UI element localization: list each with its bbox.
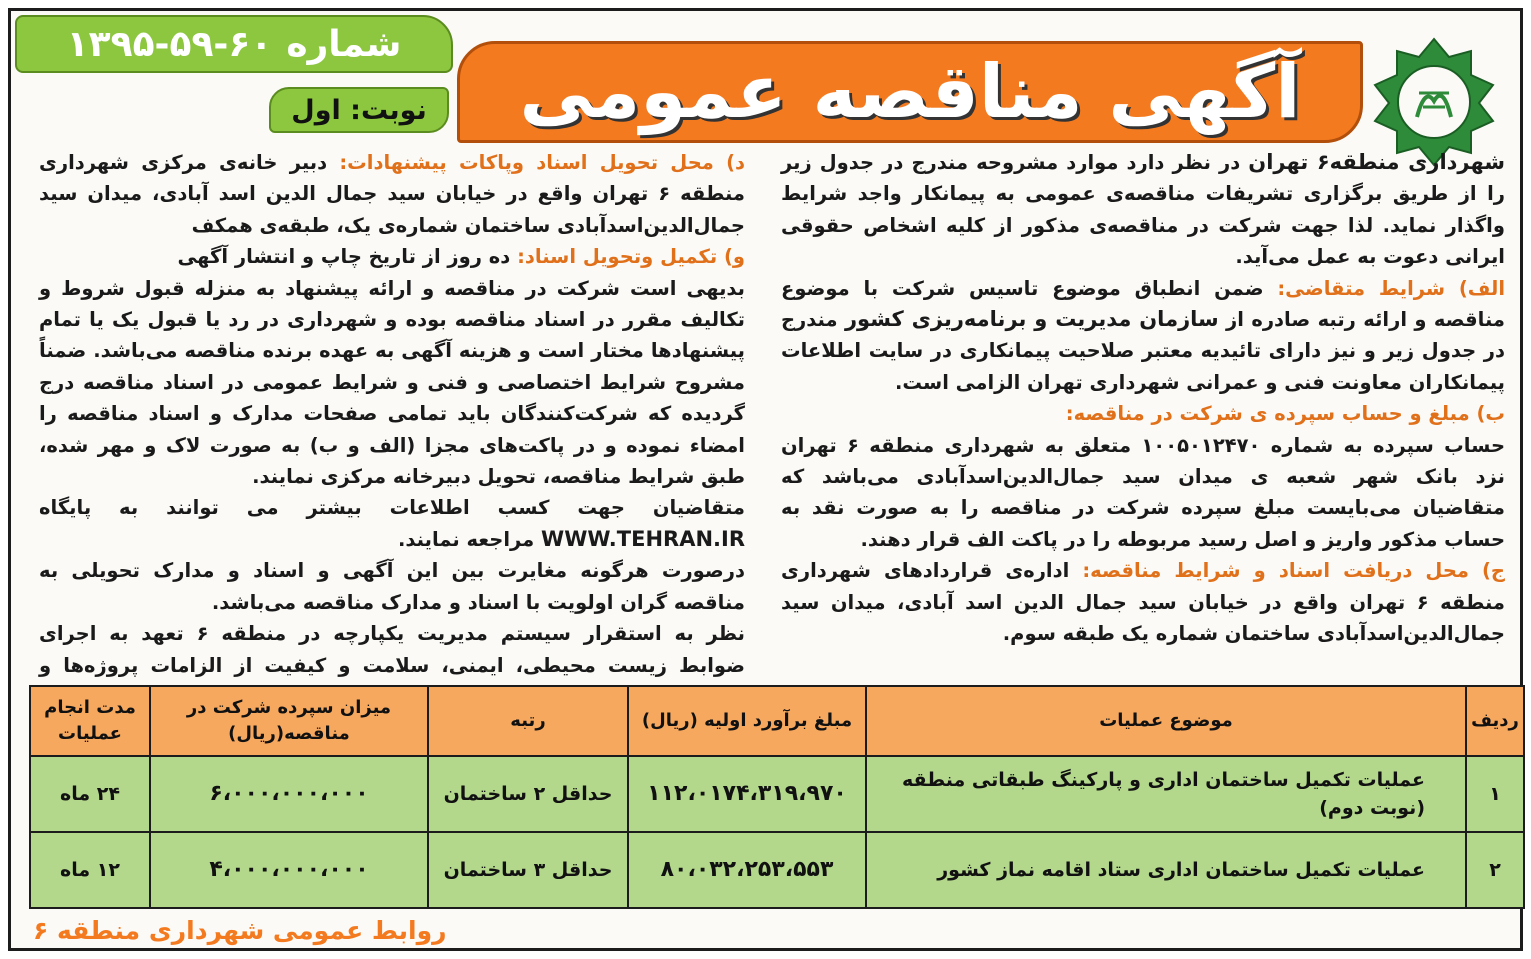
- round-badge: نوبت: اول: [269, 87, 449, 133]
- section-alef-heading: الف) شرایط متقاضی:: [1277, 276, 1506, 300]
- cell-duration: ۲۴ ماه: [30, 756, 150, 832]
- notice-number-value: ۱۳۹۵-۵۹-۶۰: [66, 23, 273, 65]
- section-alef-organization: سازمان مدیریت و برنامه‌ریزی کشور: [844, 307, 1219, 332]
- left-column: [39, 147, 745, 712]
- cell-deposit: ۴،۰۰۰،۰۰۰،۰۰۰: [150, 832, 428, 908]
- cell-deposit: ۶،۰۰۰،۰۰۰،۰۰۰: [150, 756, 428, 832]
- table-row: [30, 756, 1524, 832]
- operations-table: [29, 685, 1525, 909]
- conditions-paragraph: بدیهی است شرکت در مناقصه و ارائه پیشنهاد به منزله قبول شروط و تکالیف مقرر در اسناد مناقصه بوده و شهرداری در رد یا قبول یک یا تمام پیشنهادها مختار است و هزینه آگهی به عهده برنده مناقصه می‌باشد. ضمناً مشروح شرایط اختصاصی و فنی و شرایط عمومی در اسناد مناقصه درج گردیده که شرکت‌کنندگان باید تمامی صفحات مدارک و اسناد مناقصه را امضاء نموده و در پاکت‌های مجزا (الف و ب) به صورت لاک و مهر شده، طبق شرایط مناقصه، تحویل دبیرخانه مرکزی نمایند.: [39, 276, 745, 489]
- notice-number-label: شماره: [286, 23, 402, 65]
- header-estimate: مبلغ برآورد اولیه (ریال): [628, 686, 866, 756]
- section-jim: [781, 555, 1505, 649]
- cell-duration: ۱۲ ماه: [30, 832, 150, 908]
- section-alef-text-2: مندرج در جدول زیر و نیز دارای تائیدیه معتبر صلاحیت پیمانکاری در سایت اطلاعات پیمانکاران معاونت فنی و عمرانی شهرداری تهران الزامی است.: [781, 308, 1505, 394]
- section-dal: [39, 147, 745, 241]
- tender-notice: [8, 8, 1523, 951]
- info-text-a: متقاضیان جهت کسب اطلاعات بیشتر می توانند به پایگاه: [39, 496, 745, 520]
- priority-paragraph: درصورت هرگونه مغایرت بین این آگهی و اسناد و مدارک تحویلی به مناقصه گران اولویت با اسناد و مدارک مناقصه می‌باشد.: [39, 559, 745, 614]
- cell-grade: حداقل ۳ ساختمان: [428, 832, 628, 908]
- public-relations-footer: روابط عمومی شهرداری منطقه ۶: [33, 916, 447, 945]
- cell-estimate: ۱۱۲،۰۱۷۴،۳۱۹،۹۷۰: [628, 756, 866, 832]
- header-row-number: ردیف: [1466, 686, 1524, 756]
- section-alef: [781, 273, 1505, 399]
- municipality-name: شهرداری منطقه۶ تهران: [1248, 150, 1505, 174]
- section-be-heading: ب) مبلغ و حساب سپرده‌ ی شرکت در مناقصه:: [1065, 402, 1505, 426]
- header-grade: رتبه: [428, 686, 628, 756]
- intro-paragraph: [781, 147, 1505, 273]
- section-dal-text: دبیر خانه‌ی مرکزی شهرداری منطقه ۶ تهران واقع در خیابان سید جمال الدین اسد آبادی، میدان سید جمال‌الدین‌اسدآبادی ساختمان شماره‌ی یک، طبقه‌ی همکف: [39, 151, 745, 237]
- cell-estimate: ۸۰،۰۳۲،۲۵۳،۵۵۳: [628, 832, 866, 908]
- cell-row-number: ۲: [1466, 832, 1524, 908]
- cell-subject: عملیات تکمیل ساختمان اداری ستاد اقامه نماز کشور: [866, 832, 1466, 908]
- info-text-b: مراجعه نمایند.: [398, 527, 542, 551]
- section-vav-text: ده روز از تاریخ چاپ و انتشار آگهی: [177, 245, 518, 269]
- notice-title: آگهی مناقصه عمومی: [457, 41, 1363, 143]
- table-row: [30, 832, 1524, 908]
- section-be: [781, 398, 1505, 429]
- section-be-text: حساب سپرده به شماره ۱۰۰۵۰۱۲۴۷۰ متعلق به شهرداری منطقه ۶ تهران نزد بانک شهر شعبه ی میدان سید جمال‌الدین‌اسدآبادی می‌باشد که متقاضیان می‌بایست مبلغ سپرده شرکت در مناقصه را به صورت نقد به حساب مذکور واریز و اصل رسید مربوطه را در پاکت الف قرار دهند.: [781, 433, 1505, 551]
- section-vav-heading: و) تکمیل وتحویل اسناد:: [517, 245, 745, 269]
- intro-text: در نظر دارد موارد مشروحه مندرج در جدول زیر را از طریق برگزاری تشریفات مناقصه‌ی عمومی به پیمانکار واجد شرایط واگذار نماید. لذا جهت شرکت در مناقصه‌ی مذکور از کلیه اشخاص حقوقی ایرانی دعوت به عمل می‌آید.: [781, 151, 1505, 269]
- cell-row-number: ۱: [1466, 756, 1524, 832]
- cell-grade: حداقل ۲ ساختمان: [428, 756, 628, 832]
- section-jim-heading: ج) محل دریافت اسناد و شرایط مناقصه:: [1082, 559, 1505, 583]
- cell-subject: عملیات تکمیل ساختمان اداری و پارکینگ طبقاتی منطقه (نوبت دوم): [866, 756, 1466, 832]
- info-paragraph: [39, 492, 745, 555]
- website-link[interactable]: WWW.TEHRAN.IR: [541, 526, 745, 551]
- header-deposit: میزان سپرده شرکت در مناقصه(ریال): [150, 686, 428, 756]
- management-paragraph: نظر به استقرار سیستم مدیریت یکپارچه در منطقه ۶ تعهد به اجرای ضوابط زیست محیطی، ایمنی، سلامت و کیفیت از الزامات پروژه‌ها و: [39, 622, 745, 677]
- notice-number-banner: [15, 15, 453, 73]
- section-vav: [39, 241, 745, 272]
- header-duration: مدت انجام عملیات: [30, 686, 150, 756]
- section-jim-text: اداره‌ی قراردادهای شهرداری منطقه ۶ تهران واقع در خیابان سید جمال الدین اسد آبادی، میدان سید جمال‌الدین‌اسدآبادی ساختمان شماره یک طبقه سوم.: [781, 559, 1505, 646]
- header-subject: موضوع عملیات: [866, 686, 1466, 756]
- right-column: [781, 147, 1505, 650]
- table-header-row: [30, 686, 1524, 756]
- section-alef-text-1: ضمن انطباق موضوع تاسیس شرکت با موضوع مناقصه و ارائه رتبه صادره از: [781, 276, 1505, 332]
- section-dal-heading: د) محل تحویل اسناد وپاکات پیشنهادات:: [339, 151, 745, 174]
